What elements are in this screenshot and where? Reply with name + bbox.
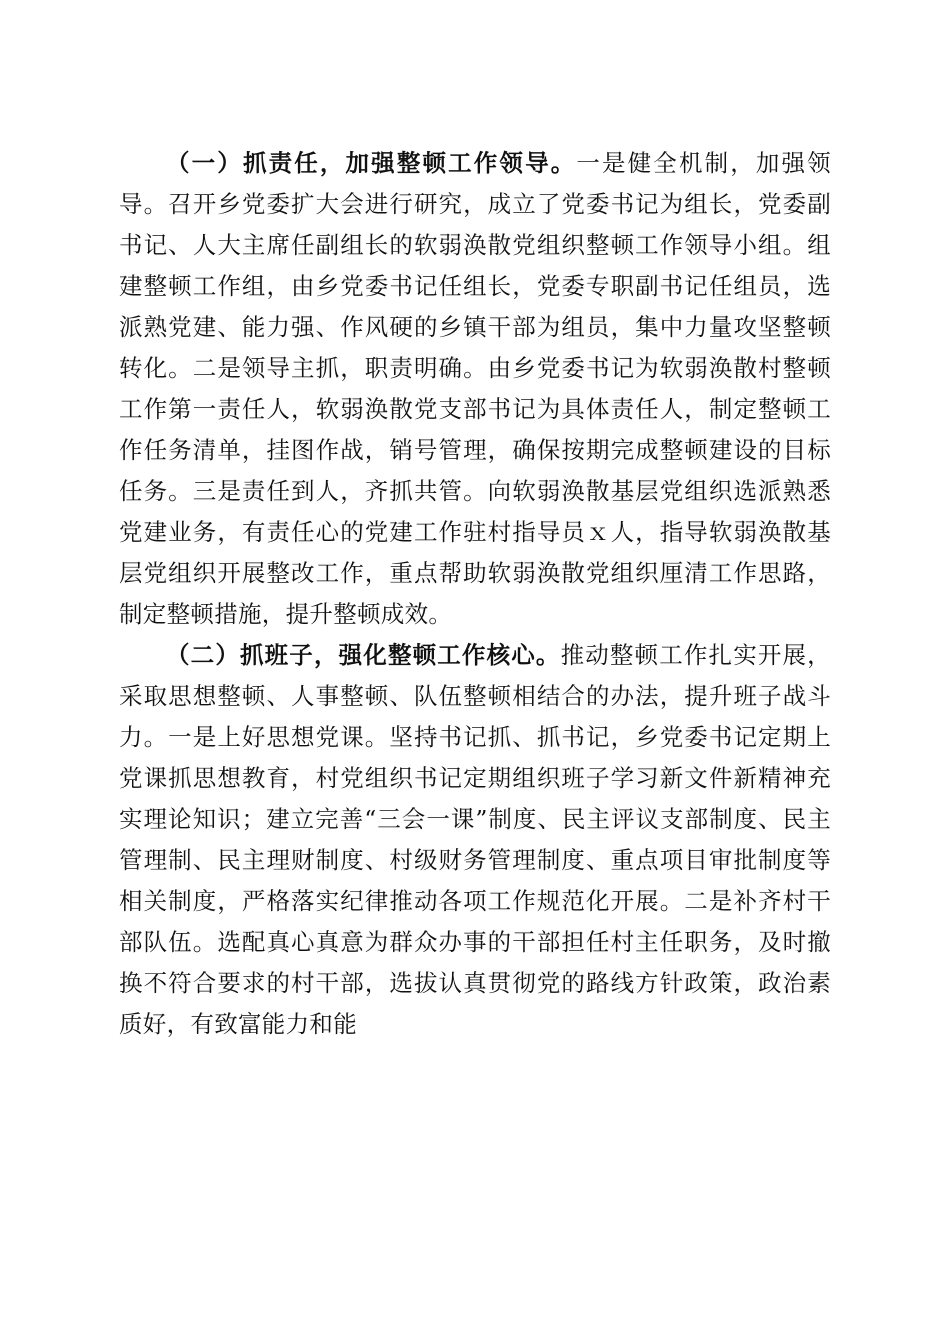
document-body bbox=[119, 143, 831, 1045]
section-2-body: 推动整顿工作扎实开展，采取思想整顿、人事整顿、队伍整顿相结合的办法，提升班子战斗力。一是上好思想党课。坚持书记抓、抓书记，乡党委书记定期上党课抓思想教育，村党组织书记定期组织班子学习新文件新精神充实理论知识；建立完善“三会一课”制度、民主评议支部制度、民主管理制、民主理财制度、村级财务管理制度、重点项目审批制度等相关制度，严格落实纪律推动各项工作规范化开展。二是补齐村干部队伍。选配真心真意为群众办事的干部担任村主任职务，及时撤换不符合要求的村干部，选拔认真贯彻党的路线方针政策，政治素质好，有致富能力和能 bbox=[119, 641, 831, 1038]
section-1-heading: （一）抓责任，加强整顿工作领导。 bbox=[166, 149, 577, 177]
section-1-body: 一是健全机制，加强领导。召开乡党委扩大会进行研究，成立了党委书记为组长，党委副书记、人大主席任副组长的软弱涣散党组织整顿工作领导小组。组建整顿工作组，由乡党委书记任组长，党委专职副书记任组员，选派熟党建、能力强、作风硬的乡镇干部为组员，集中力量攻坚整顿转化。二是领导主抓，职责明确。由乡党委书记为软弱涣散村整顿工作第一责任人，软弱涣散党支部书记为具体责任人，制定整顿工作任务清单，挂图作战，销号管理，确保按期完成整顿建设的目标任务。三是责任到人，齐抓共管。向软弱涣散基层党组织选派熟悉党建业务，有责任心的党建工作驻村指导员ｘ人，指导软弱涣散基层党组织开展整改工作，重点帮助软弱涣散党组织厘清工作思路，制定整顿措施，提升整顿成效。 bbox=[119, 149, 831, 628]
section-2-heading: （二）抓班子，强化整顿工作核心。 bbox=[166, 641, 561, 669]
section-2-paragraph bbox=[119, 635, 831, 1045]
section-1-paragraph bbox=[119, 143, 831, 635]
